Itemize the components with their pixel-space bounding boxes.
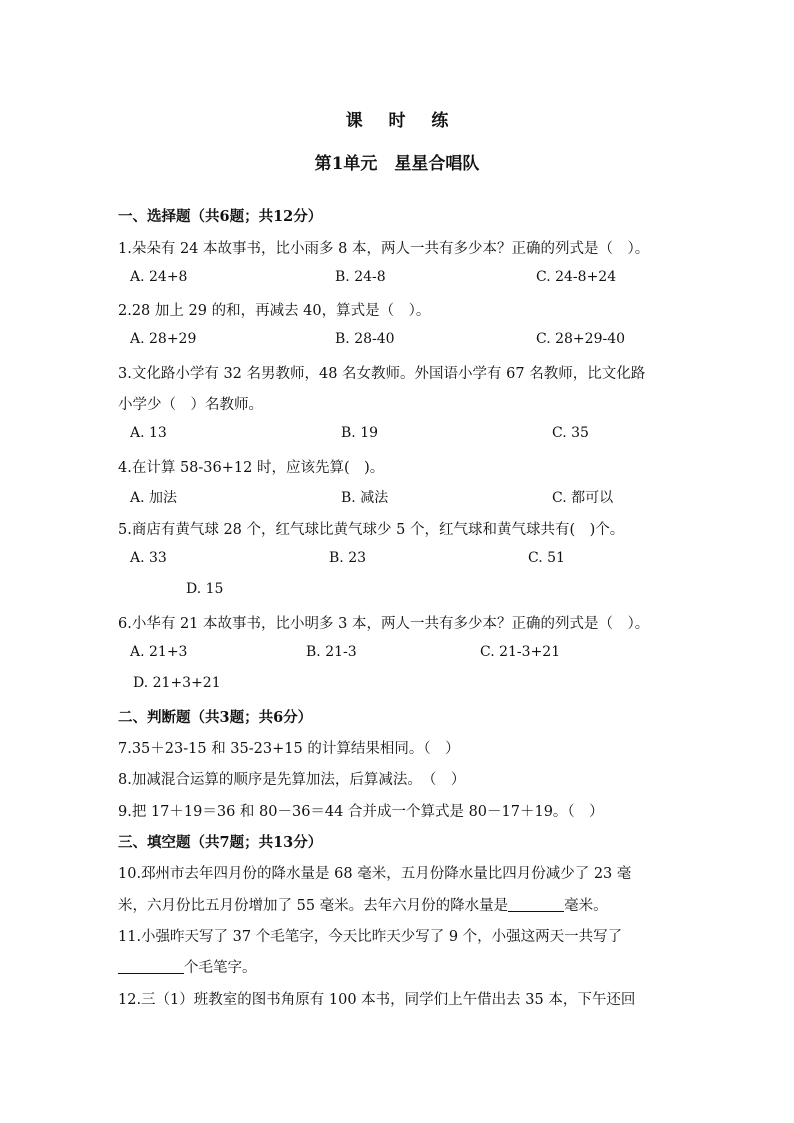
question-6-option-d: D. 21+3+21 — [133, 675, 221, 691]
question-5-text: 5.商店有黄气球 28 个，红气球比黄气球少 5 个，红气球和黄气球共有( )个。 — [118, 522, 625, 538]
question-4-option-c: C. 都可以 — [552, 490, 614, 506]
question-3-option-b: B. 19 — [341, 425, 379, 441]
question-10-text-line2 — [118, 894, 608, 915]
question-8-text: 8.加减混合运算的顺序是先算加法，后算减法。 （ ） — [118, 772, 466, 788]
question-5-option-c: C. 51 — [528, 550, 565, 566]
question-1-option-b: B. 24-8 — [335, 269, 386, 285]
page-title — [0, 106, 794, 131]
question-11-text-line1: 11.小强昨天写了 37 个毛笔字，今天比昨天少写了 9 个，小强这两天一共写了 — [118, 929, 623, 945]
question-6-text: 6.小华有 21 本故事书，比小明多 3 本，两人一共有多少本？正确的列式是（ ）。 — [118, 616, 650, 632]
question-7-text: 7.35＋23-15 和 35-23+15 的计算结果相同。（ ） — [118, 741, 460, 757]
question-11-answer-blank[interactable] — [118, 972, 184, 974]
question-4-option-b: B. 减法 — [341, 490, 389, 506]
section-heading-fill: 三、填空题（共7题；共13分） — [118, 834, 323, 851]
question-11-text-line2 — [118, 956, 257, 977]
question-9-text: 9.把 17＋19＝36 和 80－36＝44 合并成一个算式是 80－17＋19。（ ） — [118, 804, 604, 820]
question-2-option-b: B. 28-40 — [335, 331, 395, 347]
question-2-option-c: C. 28+29-40 — [536, 331, 626, 347]
title-char-3: 练 — [431, 111, 449, 131]
question-6-option-b: B. 21-3 — [306, 644, 357, 660]
question-6-option-c: C. 21-3+21 — [480, 644, 561, 660]
question-4-option-a: A. 加法 — [130, 490, 178, 506]
question-12-text-line1: 12.三（1）班教室的图书角原有 100 本书，同学们上午借出去 35 本，下午还回 — [118, 992, 636, 1008]
question-2-option-a: A. 28+29 — [130, 331, 197, 347]
question-3-text-line1: 3.文化路小学有 32 名男教师，48 名女教师。外国语小学有 67 名教师，比文化路 — [118, 366, 646, 382]
question-10-text-line2-prefix: 米，六月份比五月份增加了 55 毫米。去年六月份的降水量是 — [118, 898, 509, 914]
question-5-option-b: B. 23 — [329, 550, 367, 566]
title-char-1: 课 — [345, 111, 363, 131]
question-6-option-a: A. 21+3 — [130, 644, 188, 660]
question-10-text-line1: 10.邳州市去年四月份的降水量是 68 毫米，五月份降水量比四月份减少了 23 毫 — [118, 866, 632, 882]
unit-subtitle: 第1单元 星星合唱队 — [314, 154, 480, 174]
question-10-text-line2-suffix: 毫米。 — [564, 898, 608, 914]
question-11-text-line2-suffix: 个毛笔字。 — [184, 960, 257, 976]
question-3-option-c: C. 35 — [552, 425, 589, 441]
question-5-option-a: A. 33 — [130, 550, 167, 566]
question-3-text-line2: 小学少（ ）名教师。 — [118, 397, 263, 413]
question-4-text: 4.在计算 58-36+12 时，应该先算( )。 — [118, 460, 385, 476]
title-char-2: 时 — [388, 111, 406, 131]
question-10-answer-blank[interactable] — [508, 910, 564, 912]
question-1-option-c: C. 24-8+24 — [536, 269, 617, 285]
question-5-option-d: D. 15 — [186, 581, 224, 597]
question-1-option-a: A. 24+8 — [130, 269, 188, 285]
question-3-option-a: A. 13 — [130, 425, 167, 441]
question-1-text: 1.朵朵有 24 本故事书，比小雨多 8 本，两人一共有多少本？正确的列式是（ ）。 — [118, 241, 650, 257]
section-heading-judgement: 二、判断题（共3题；共6分） — [118, 709, 313, 726]
question-2-text: 2.28 加上 29 的和，再减去 40，算式是（ ）。 — [118, 303, 431, 319]
section-heading-choice: 一、选择题（共6题；共12分） — [118, 208, 323, 225]
